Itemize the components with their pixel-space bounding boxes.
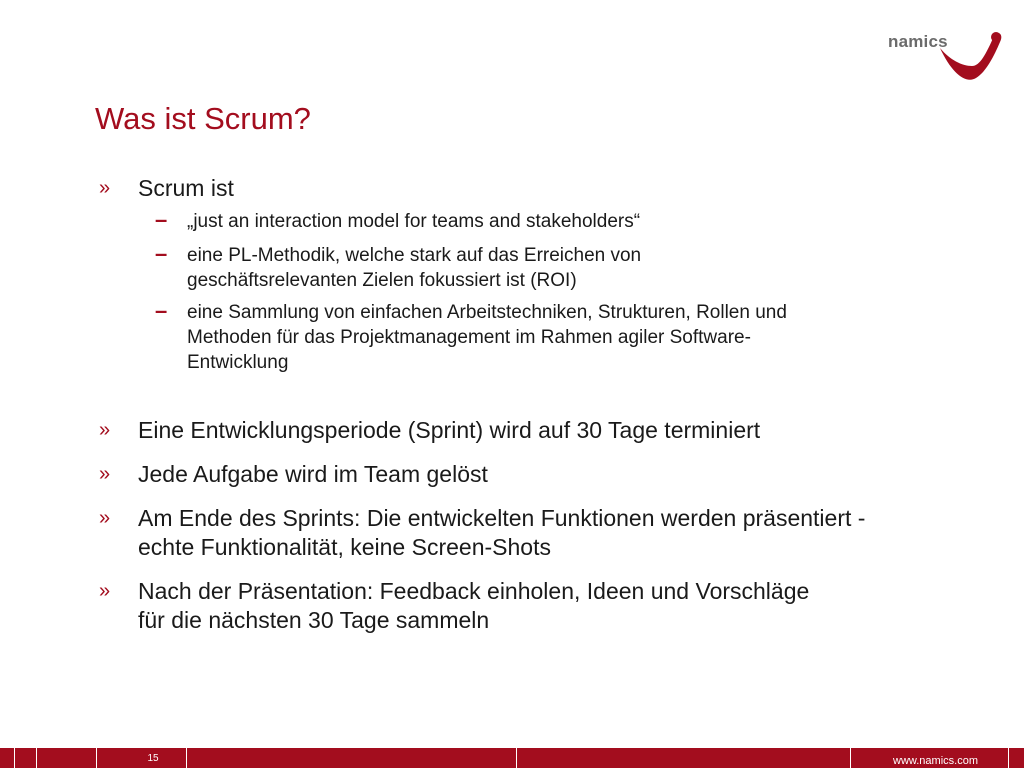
bullet-text: Nach der Präsentation: Feedback einholen, Ideen und Vorschläge für die nächsten 30 Tage sammeln (138, 578, 810, 633)
sub-bullet-text: eine Sammlung von einfachen Arbeitstechniken, Strukturen, Rollen und Methoden für das Projektmanagement im Rahmen agiler Software-Entwicklung (187, 302, 787, 373)
sub-bullet-item (95, 209, 895, 234)
slide-body (95, 174, 895, 635)
bullet-item (95, 416, 798, 445)
dash-marker-icon: – (155, 241, 168, 266)
bullet-marker-icon: » (99, 177, 111, 199)
bullet-text: Scrum ist (138, 175, 234, 201)
logo-text: namics (888, 32, 948, 51)
logo-swoosh-icon (888, 26, 1004, 82)
footer-divider (516, 748, 517, 768)
footer-url: www.namics.com (893, 755, 978, 767)
footer-divider (186, 748, 187, 768)
bullet-text: Am Ende des Sprints: Die entwickelten Funktionen werden präsentiert - echte Funktionalität, keine Screen-Shots (138, 505, 866, 560)
bullet-item (95, 504, 898, 562)
footer-divider (36, 748, 37, 768)
footer-divider (1008, 748, 1009, 768)
bullet-marker-icon: » (99, 507, 111, 529)
footer-bar (0, 748, 1024, 768)
sub-bullet-item (95, 243, 787, 293)
bullet-item (95, 577, 838, 635)
bullet-text: Eine Entwicklungsperiode (Sprint) wird auf 30 Tage terminiert (138, 417, 761, 443)
bullet-marker-icon: » (99, 419, 111, 441)
bullet-text: Jede Aufgabe wird im Team gelöst (138, 461, 488, 487)
sub-bullet-text: „just an interaction model for teams and stakeholders“ (187, 211, 641, 232)
namics-logo (888, 26, 1004, 82)
bullet-item (95, 174, 895, 203)
footer-divider (850, 748, 851, 768)
footer-divider (96, 748, 97, 768)
footer-divider (14, 748, 15, 768)
bullet-item (95, 460, 895, 489)
dash-marker-icon: – (155, 298, 168, 323)
sub-bullet-text: eine PL-Methodik, welche stark auf das Erreichen von geschäftsrelevanten Zielen fokussiert ist (ROI) (187, 245, 642, 291)
page-number: 15 (147, 753, 159, 764)
bullet-marker-icon: » (99, 463, 111, 485)
page-title: Was ist Scrum? (95, 100, 311, 136)
sub-bullet-item (95, 300, 843, 375)
bullet-marker-icon: » (99, 580, 111, 602)
dash-marker-icon: – (155, 207, 168, 232)
